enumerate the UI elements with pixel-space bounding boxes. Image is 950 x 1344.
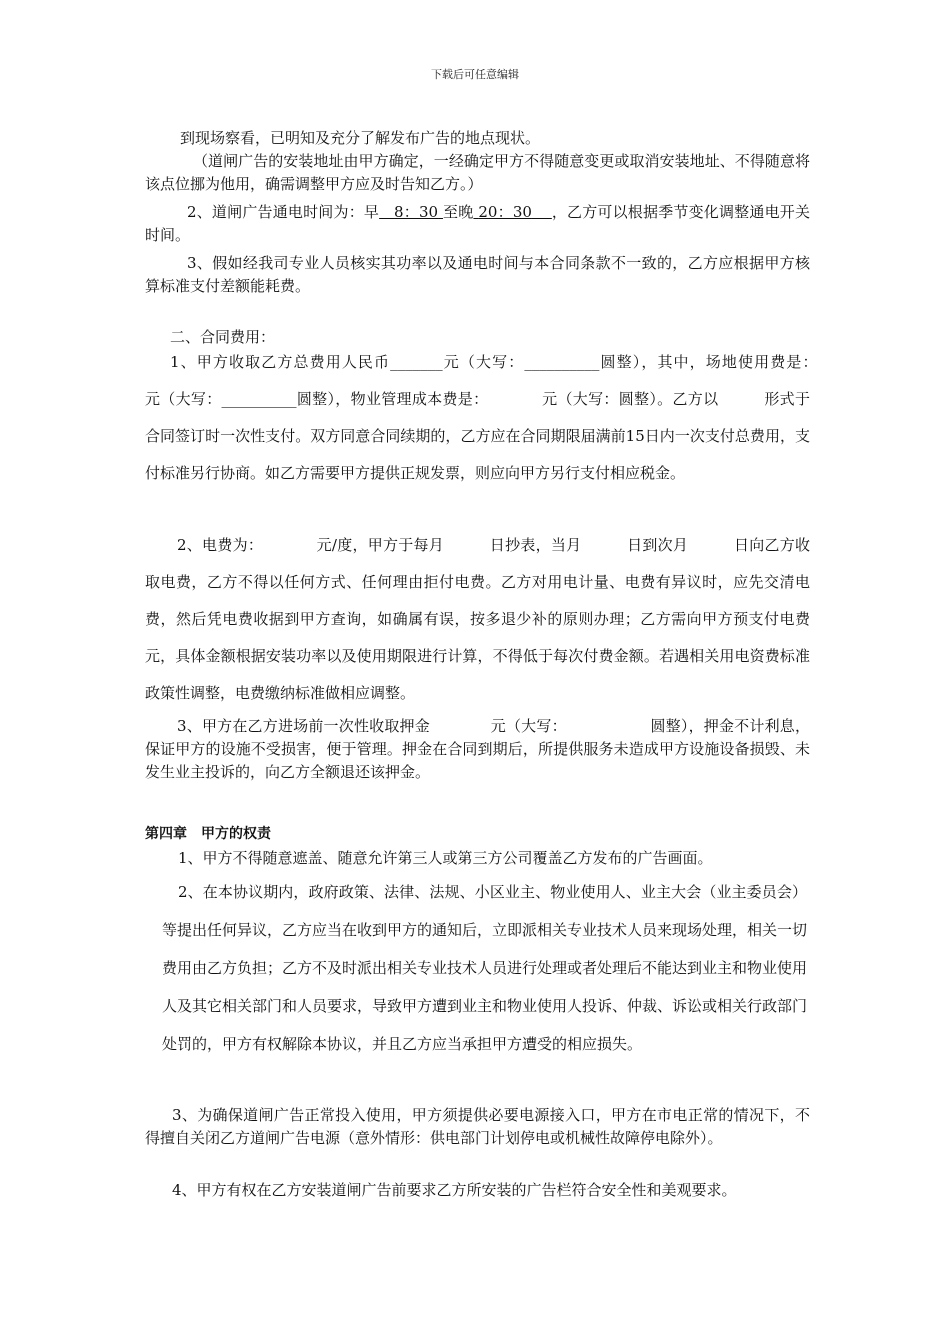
power-time-prefix: 2、道闸广告通电时间为：早 bbox=[187, 203, 380, 221]
paragraph-duty-3: 3、为确保道闸广告正常投入使用，甲方须提供必要电源接入口，甲方在市电正常的情况下，不得擅自关闭乙方道闸广告电源（意外情形：供电部门计划停电或机械性故障停电除外）。 bbox=[145, 1106, 810, 1147]
paragraph-power-time bbox=[145, 201, 810, 247]
chapter-heading: 第四章 甲方的权责 bbox=[145, 826, 271, 842]
paragraph-energy-fee: 3、假如经我司专业人员核实其功率以及通电时间与本合同条款不一致的，乙方应根据甲方核算标准支付差额能耗费。 bbox=[145, 254, 810, 295]
paragraph-site-inspection: 到现场察看，已明知及充分了解发布广告的地点现状。 bbox=[180, 129, 541, 147]
power-time-mid: 至晚 bbox=[443, 203, 474, 221]
paragraph-duty-2: 2、在本协议期内，政府政策、法律、法规、小区业主、物业使用人、业主大会（业主委员会）等提出任何异议，乙方应当在收到甲方的通知后，立即派相关专业技术人员来现场处理，相关一切费用由乙方负担；乙方不及时派出相关专业技术人员进行处理或者处理后不能达到业主和物业使用人及其它相关部门和人员要求，导致甲方遭到业主和物业使用人投诉、仲裁、诉讼或相关行政部门处罚的，甲方有权解除本协议，并且乙方应当承担甲方遭受的相应损失。 bbox=[162, 883, 808, 1053]
page-header: 下载后可任意编辑 bbox=[431, 68, 519, 81]
paragraph-fee-3: 3、甲方在乙方进场前一次性收取押金 元（大写： 圆整），押金不计利息，保证甲方的设施不受损害，便于管理。押金在合同到期后，所提供服务未造成甲方设施设备损毁、未发生业主投诉的，向乙方全额退还该押金。 bbox=[145, 717, 810, 781]
paragraph-duty-1: 1、甲方不得随意遮盖、随意允许第三人或第三方公司覆盖乙方发布的广告画面。 bbox=[178, 849, 713, 867]
paragraph-fee-1: 1、甲方收取乙方总费用人民币_______元（大写：__________圆整），其中，场地使用费是： 元（大写：__________圆整），物业管理成本费是： 元（大写：圆整）。乙方以 形式于合同签订时一次性支付。双方同意合同续期的，乙方应在合同期限届满前15日内一次支付总费用，支付标准另行协商。如乙方需要甲方提供正规发票，则应向甲方另行支付相应税金。 bbox=[145, 353, 870, 482]
paragraph-duty-4: 4、甲方有权在乙方安装道闸广告前要求乙方所安装的广告栏符合安全性和美观要求。 bbox=[172, 1181, 737, 1199]
paragraph-install-address: （道闸广告的安装地址由甲方确定，一经确定甲方不得随意变更或取消安装地址、不得随意将该点位挪为他用，确需调整甲方应及时告知乙方。） bbox=[145, 152, 810, 193]
power-time-suffix: ，乙方可以根据季节变化调整通电开关时间。 bbox=[145, 203, 810, 244]
section-contract-fees: 二、合同费用： bbox=[170, 328, 276, 346]
power-time-start: 8：30 bbox=[394, 203, 439, 221]
paragraph-fee-2: 2、电费为： 元/度，甲方于每月 日抄表，当月 日到次月 日向乙方收取电费，乙方不得以任何方式、任何理由拒付电费。乙方对用电计量、电费有异议时，应先交清电费，然后凭电费收据到甲方查询，如确属有误，按多退少补的原则办理；乙方需向甲方预支付电费 元，具体金额根据安装功率以及使用期限进行计算，不得低于每次付费金额。若遇相关用电资费标准政策性调整，电费缴纳标准做相应调整。 bbox=[145, 536, 871, 702]
power-time-end: 20：30 bbox=[478, 203, 532, 221]
